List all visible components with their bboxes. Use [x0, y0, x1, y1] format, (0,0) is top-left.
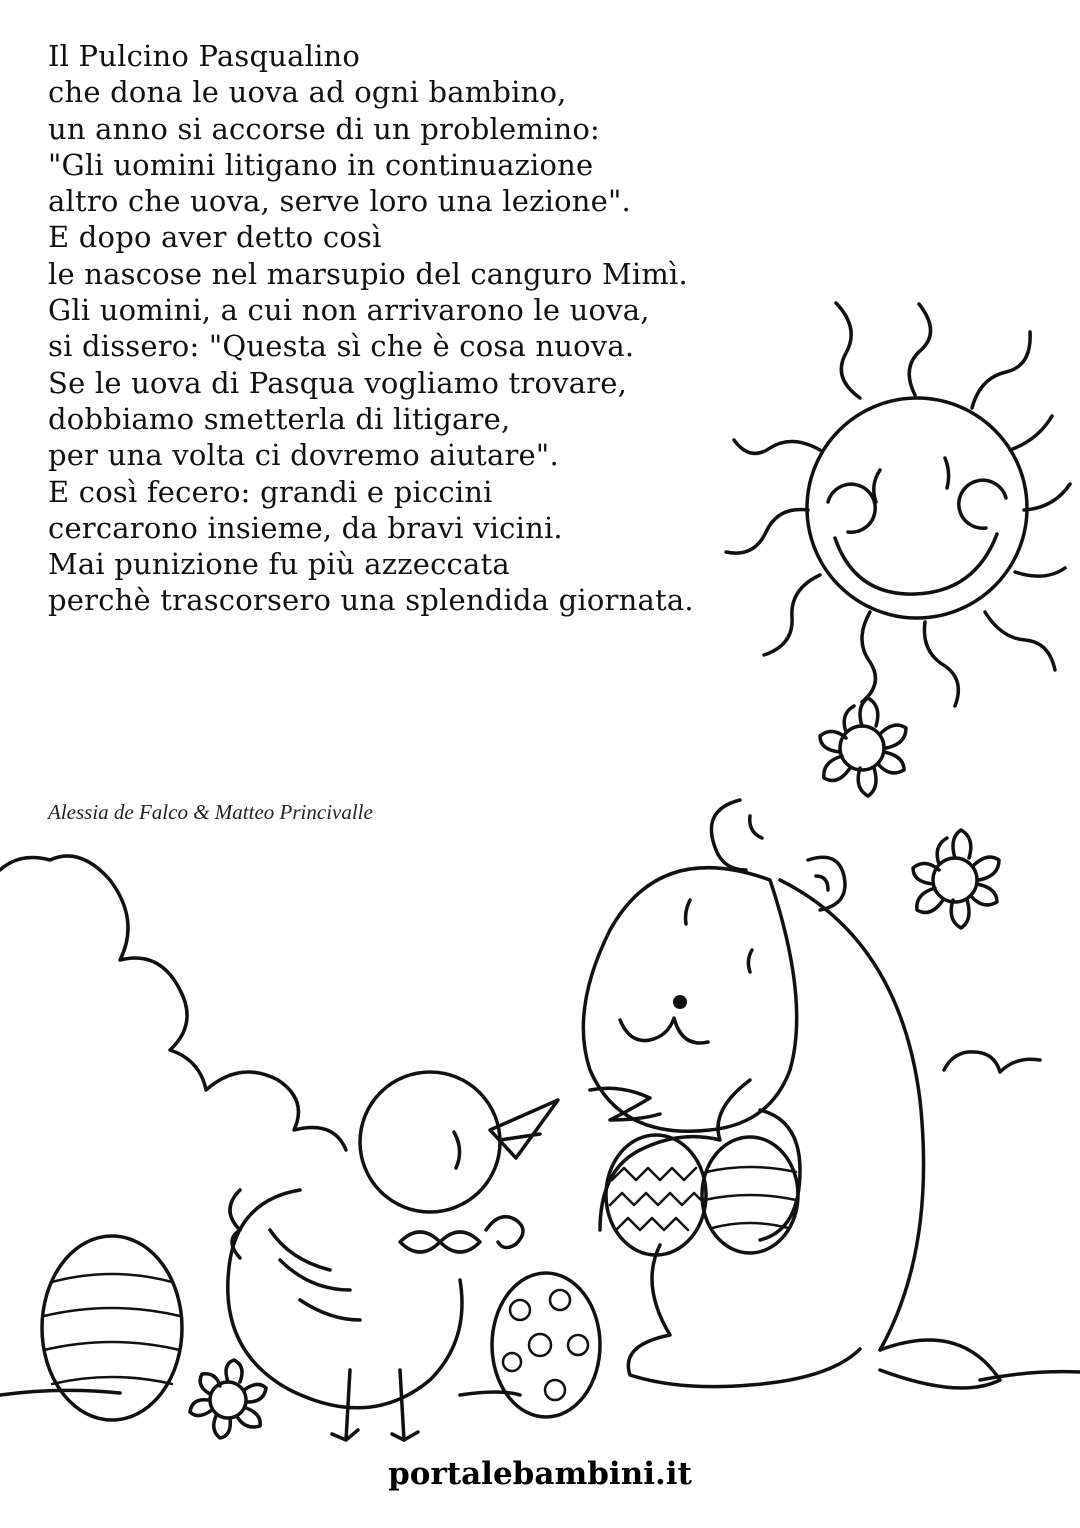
poem-line: dobbiamo smetterla di litigare, — [48, 401, 511, 436]
poem-line: per una volta ci dovremo aiutare". — [48, 438, 559, 473]
site-name: portalebambini.it — [388, 1456, 692, 1492]
easter-egg-icon — [606, 1135, 706, 1255]
poem-line: Mai punizione fu più azzeccata — [48, 547, 510, 582]
poem-line: cercarono insieme, da bravi vicini. — [48, 510, 563, 545]
poem-line: altro che uova, serve loro una lezione". — [48, 184, 631, 219]
poem — [48, 38, 828, 619]
poem-line: E dopo aver detto così — [48, 220, 382, 255]
easter-egg-icon — [492, 1273, 600, 1417]
poem-line: E così fecero: grandi e piccini — [48, 474, 493, 509]
poem-line: le nascose nel marsupio del canguro Mimì. — [48, 256, 688, 291]
poem-line: Se le uova di Pasqua vogliamo trovare, — [48, 365, 628, 400]
flower-icon — [820, 698, 906, 796]
flower-icon — [190, 1360, 266, 1438]
poem-line: Gli uomini, a cui non arrivarono le uova, — [48, 293, 650, 328]
poem-line: si dissero: "Questa sì che è cosa nuova. — [48, 329, 635, 364]
poem-line: "Gli uomini litigano in continuazione — [48, 147, 594, 182]
poem-line: perchè trascorsero una splendida giornata. — [48, 583, 694, 618]
poem-line: un anno si accorse di un problemino: — [48, 111, 601, 146]
chick-icon — [228, 1072, 558, 1440]
easter-egg-icon — [702, 1137, 798, 1253]
flower-icon — [913, 830, 999, 928]
author-credit: Alessia de Falco & Matteo Princivalle — [48, 800, 373, 824]
poem-line: che dona le uova ad ogni bambino, — [48, 75, 567, 110]
kangaroo-icon — [583, 800, 1000, 1388]
poem-line: Il Pulcino Pasqualino — [48, 39, 361, 73]
